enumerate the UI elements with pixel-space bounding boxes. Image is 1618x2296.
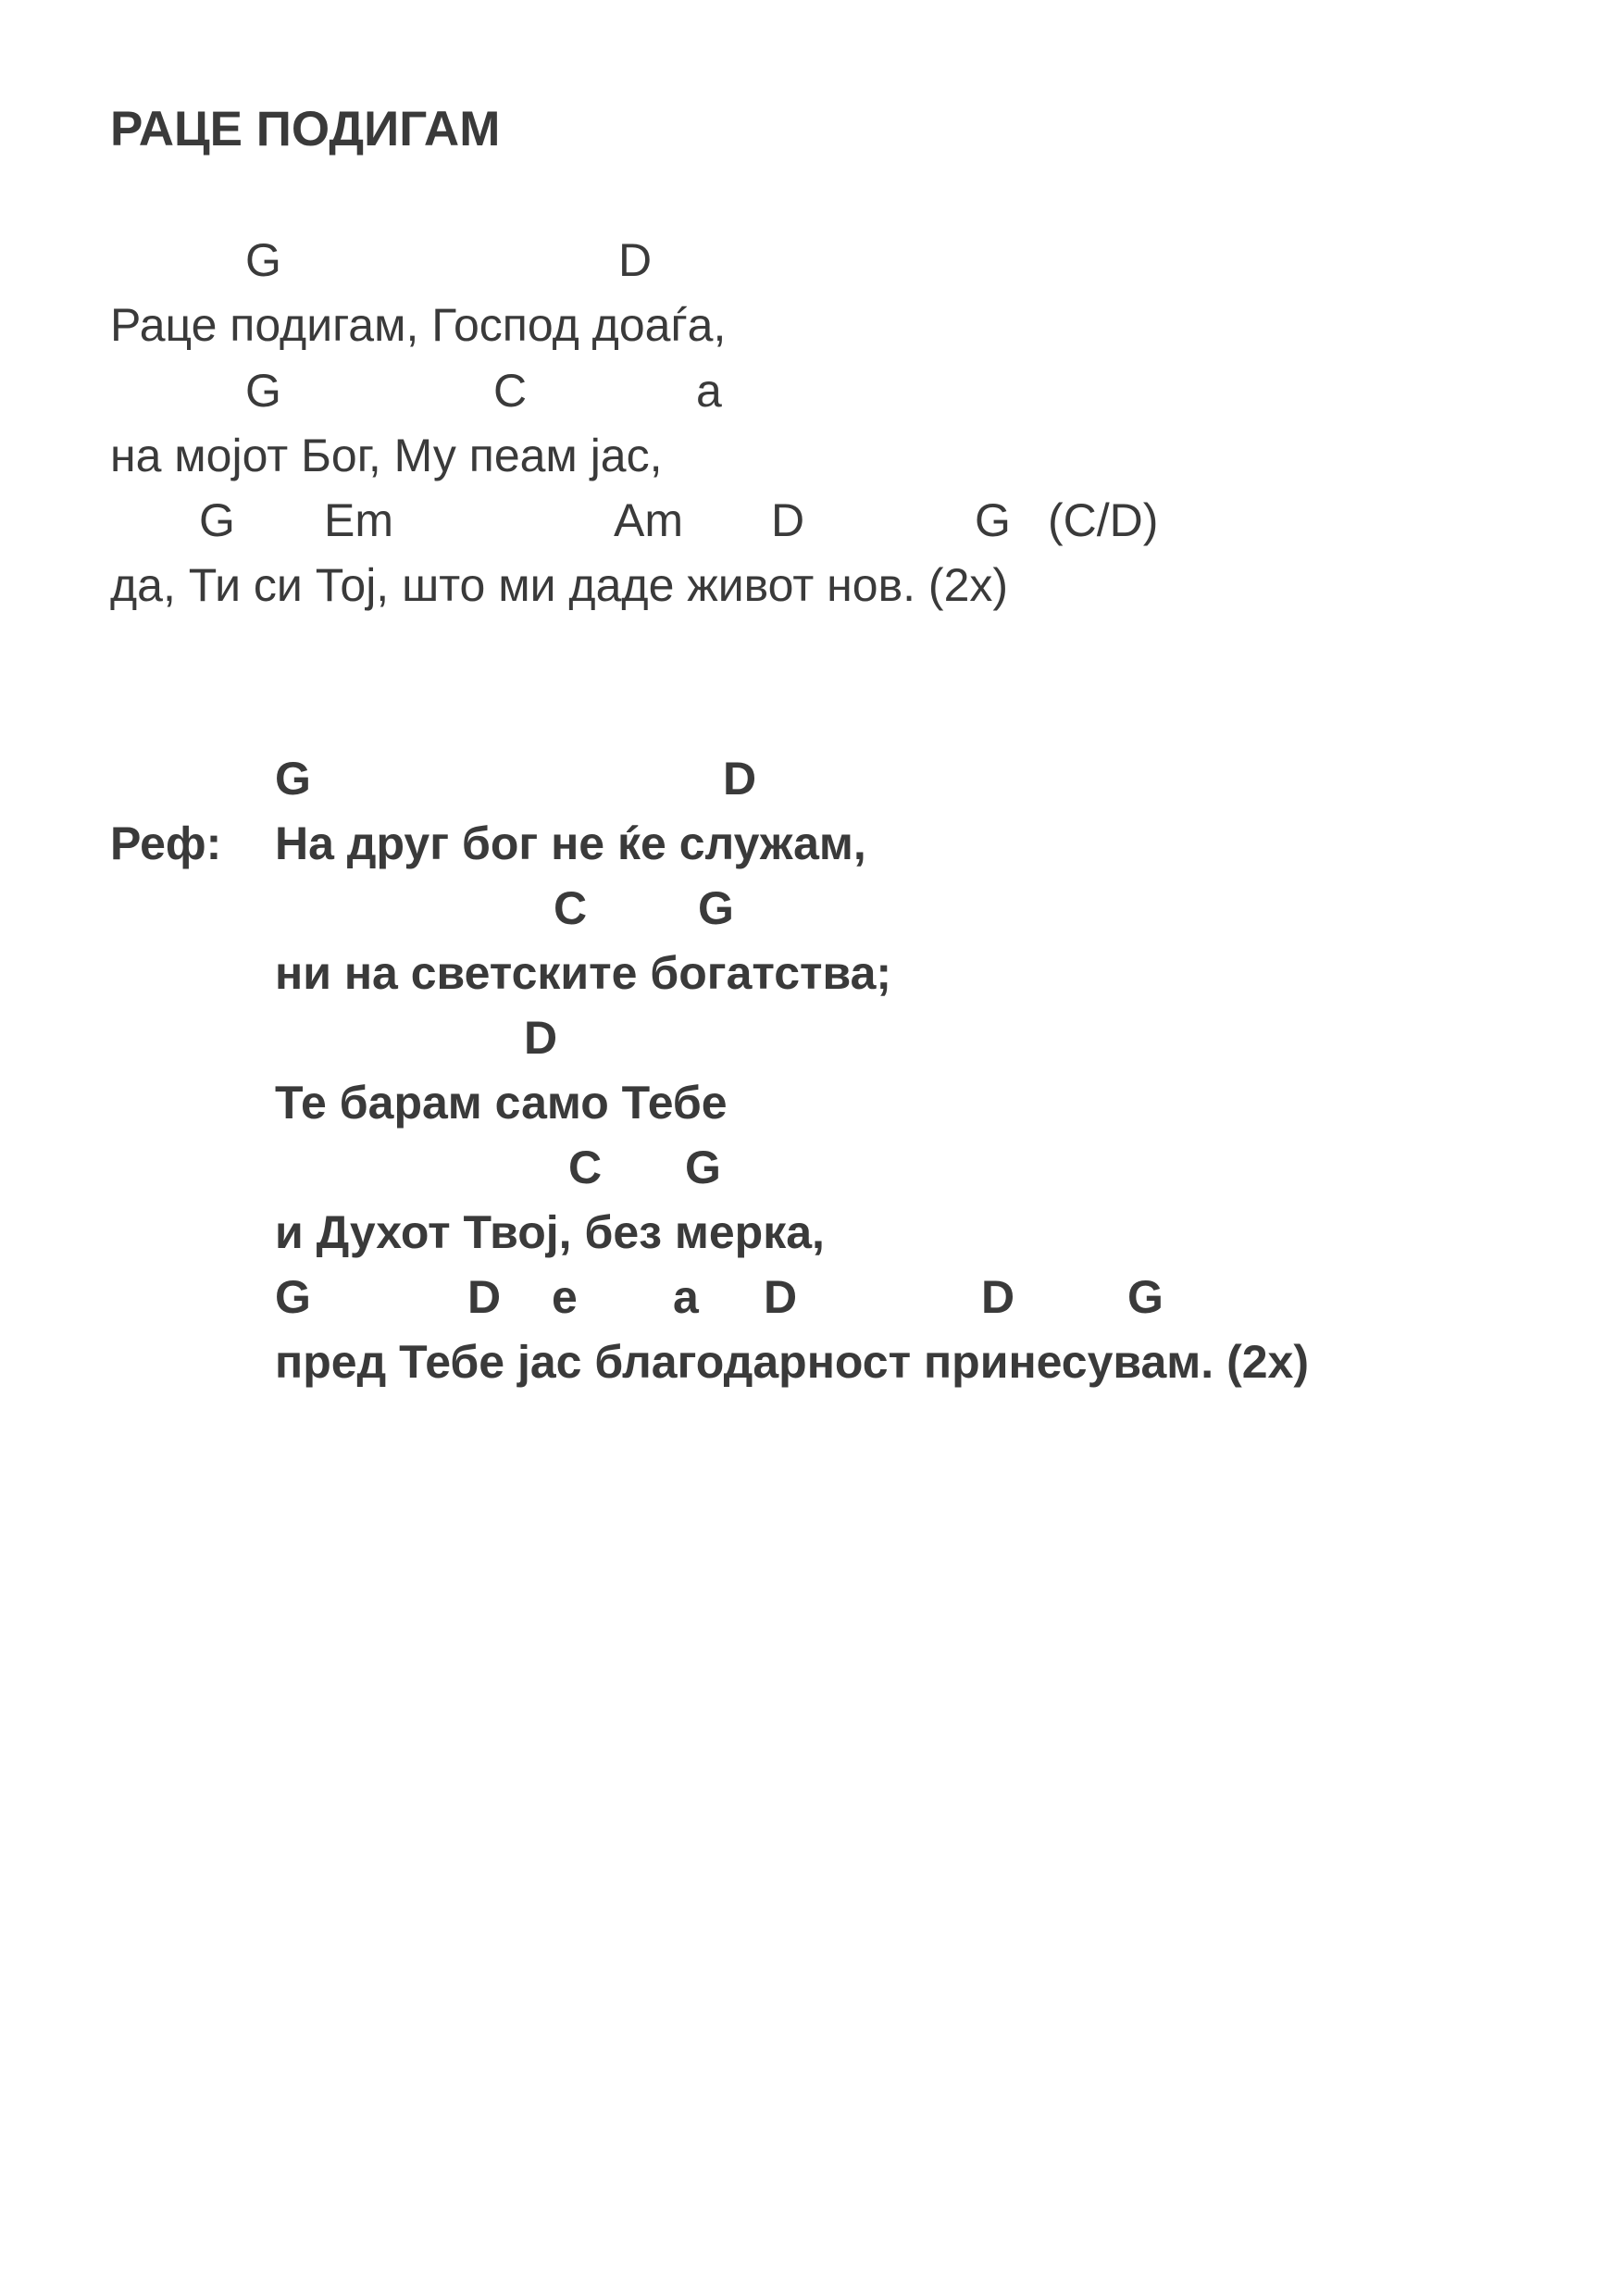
lyric-line: Раце подигам, Господ доаѓа, <box>110 299 727 351</box>
chord: Em <box>324 494 393 546</box>
chord: D <box>764 1271 798 1323</box>
chord: D <box>618 234 653 286</box>
chord: G <box>275 753 311 805</box>
chord: G <box>245 234 281 286</box>
chord: G <box>199 494 235 546</box>
chord: G <box>1127 1271 1164 1323</box>
lyric-line: да, Ти си Тој, што ми даде живот нов. (2x) <box>110 559 1009 611</box>
chord: a <box>696 365 722 417</box>
chord: C <box>554 882 588 934</box>
lyric-line: на мојот Бог, Му пеам јас, <box>110 430 663 481</box>
chord: C <box>568 1142 603 1193</box>
refrain-label: Реф: <box>110 817 222 869</box>
lyric-line: и Духот Твој, без мерка, <box>275 1206 825 1258</box>
chord: D <box>524 1012 558 1064</box>
lyric-line: Те барам само Тебе <box>275 1077 728 1129</box>
chord: D <box>467 1271 502 1323</box>
chord: C <box>493 365 528 417</box>
chord: D <box>723 753 757 805</box>
song-title: РАЦЕ ПОДИГАМ <box>110 102 501 156</box>
chord: (C/D) <box>1048 494 1159 546</box>
chord: e <box>552 1271 578 1323</box>
chord: G <box>275 1271 311 1323</box>
lyric-line: На друг бог не ќе служам, <box>275 817 866 869</box>
chord: Am <box>614 494 683 546</box>
lyric-line: пред Тебе јас благодарност принесувам. (2x) <box>275 1336 1309 1388</box>
chord: G <box>685 1142 721 1193</box>
lyric-line: ни на светските богатства; <box>275 947 892 999</box>
chord: a <box>673 1271 699 1323</box>
chord: G <box>245 365 281 417</box>
chord: G <box>698 882 734 934</box>
chord: G <box>975 494 1011 546</box>
chord: D <box>981 1271 1015 1323</box>
chord: D <box>771 494 805 546</box>
